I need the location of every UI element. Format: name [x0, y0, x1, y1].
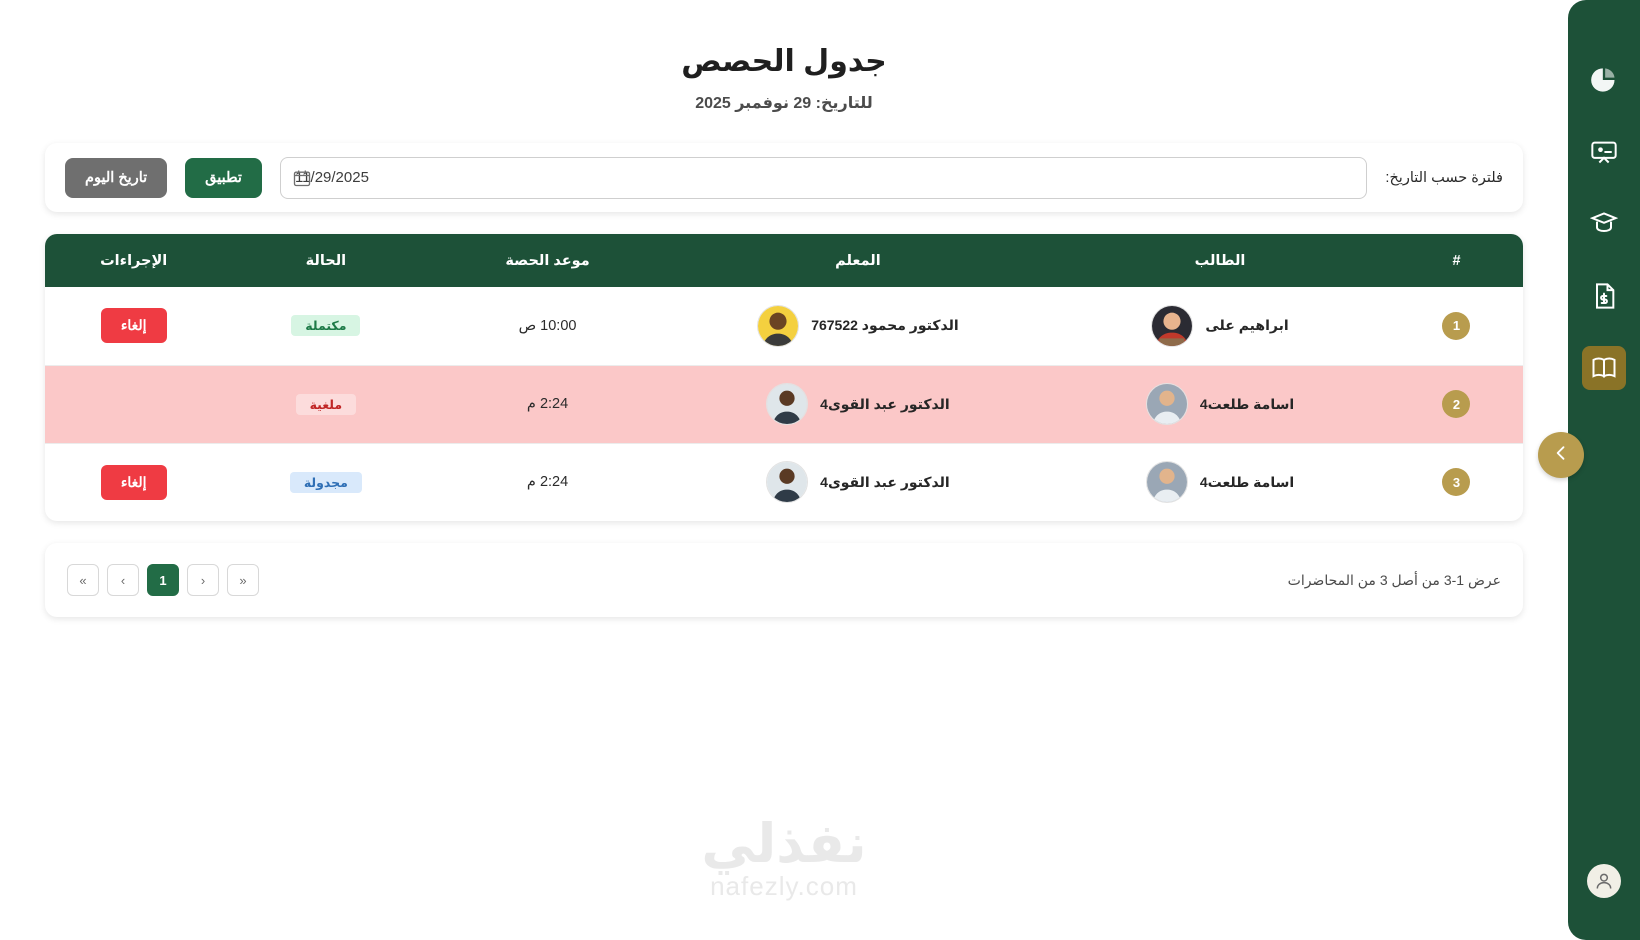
date-filter-card [45, 143, 1523, 212]
header-time: موعد الحصة [429, 234, 665, 287]
apply-button[interactable]: تطبيق [185, 158, 262, 198]
page-title: جدول الحصص [681, 45, 887, 78]
status-badge: مجدولة [290, 472, 362, 493]
student-cell [1051, 461, 1389, 503]
cell-index [1390, 287, 1523, 365]
cell-teacher [666, 365, 1050, 443]
teacher-cell [667, 383, 1049, 425]
sidebar-item-book[interactable] [1582, 346, 1626, 390]
cancel-session-button[interactable]: إلغاء [101, 308, 167, 343]
student-avatar [1146, 461, 1188, 503]
student-name: اسامة طلعت4 [1199, 395, 1295, 412]
right-sidebar [1568, 0, 1640, 940]
watermark-arabic: نفذلي [701, 814, 867, 874]
row-index-badge: 3 [1442, 468, 1470, 496]
cell-actions [45, 443, 222, 521]
table-body [45, 287, 1523, 521]
cell-student [1050, 287, 1390, 365]
header-status: الحالة [222, 234, 429, 287]
pagination-info: عرض 1-3 من أصل 3 من المحاضرات [1287, 571, 1501, 588]
cell-status [222, 443, 429, 521]
table-head [45, 234, 1523, 287]
cell-status [222, 287, 429, 365]
table-header-row [45, 234, 1523, 287]
header-actions: الإجراءات [45, 234, 222, 287]
cell-time: 2:24 م [526, 474, 569, 491]
student-cell [1051, 383, 1389, 425]
sessions-table-card [45, 234, 1523, 521]
student-avatar [1146, 383, 1188, 425]
header-teacher: المعلم [666, 234, 1050, 287]
cell-student [1050, 365, 1390, 443]
teacher-avatar [757, 305, 799, 347]
cell-actions [45, 365, 222, 443]
watermark [0, 812, 1568, 902]
cell-teacher [666, 443, 1050, 521]
teacher-avatar [766, 461, 808, 503]
pagination-last[interactable]: » [227, 564, 259, 596]
status-badge: ملغية [296, 394, 357, 415]
date-input[interactable] [280, 157, 1367, 199]
sidebar-item-invoice[interactable] [1582, 274, 1626, 318]
cell-time: 10:00 ص [429, 287, 665, 365]
sidebar-profile[interactable] [1568, 864, 1640, 898]
today-button[interactable]: تاريخ اليوم [65, 158, 167, 198]
user-icon[interactable] [1587, 864, 1621, 898]
header-index: # [1390, 234, 1523, 287]
watermark-latin: nafezly.com [710, 871, 858, 901]
student-name: اسامة طلعت4 [1199, 473, 1295, 490]
table-row [45, 365, 1523, 443]
teacher-avatar [766, 383, 808, 425]
student-avatar [1151, 305, 1193, 347]
pagination-page-1[interactable]: 1 [147, 564, 179, 596]
chevron-left-icon [1551, 443, 1571, 468]
table-row [45, 443, 1523, 521]
pagination-bar [45, 543, 1523, 617]
date-filter-label: فلترة حسب التاريخ: [1385, 169, 1503, 186]
table-row [45, 287, 1523, 365]
teacher-name: الدكتور عبد القوى4 [820, 395, 950, 412]
cell-teacher [666, 287, 1050, 365]
cell-actions [45, 287, 222, 365]
student-name: ابراهيم على [1205, 317, 1289, 334]
status-badge: مكتملة [291, 315, 360, 336]
student-cell [1051, 305, 1389, 347]
cell-index [1390, 443, 1523, 521]
row-index-badge: 1 [1442, 312, 1470, 340]
row-index-badge: 2 [1442, 390, 1470, 418]
cell-index [1390, 365, 1523, 443]
page-subtitle: للتاريخ: 29 نوفمبر 2025 [695, 95, 873, 112]
teacher-cell [667, 461, 1049, 503]
date-input-wrapper [280, 157, 1367, 199]
teacher-cell [667, 305, 1049, 347]
sidebar-item-analytics[interactable] [1582, 58, 1626, 102]
pagination-next[interactable]: › [187, 564, 219, 596]
sidebar-collapse-toggle[interactable] [1538, 432, 1584, 478]
pagination-prev[interactable]: ‹ [107, 564, 139, 596]
header-student: الطالب [1050, 234, 1390, 287]
cancel-session-button[interactable]: إلغاء [101, 465, 167, 500]
sessions-table [45, 234, 1523, 521]
cell-time: 2:24 م [429, 365, 665, 443]
sidebar-item-presentation[interactable] [1582, 130, 1626, 174]
sidebar-item-graduation[interactable] [1582, 202, 1626, 246]
pagination-first[interactable]: « [67, 564, 99, 596]
teacher-name: الدكتور عبد القوى4 [820, 473, 950, 490]
cell-student [1050, 443, 1390, 521]
teacher-name: الدكتور محمود 767522 [811, 317, 959, 334]
pagination-buttons [67, 564, 259, 596]
cell-status [222, 365, 429, 443]
